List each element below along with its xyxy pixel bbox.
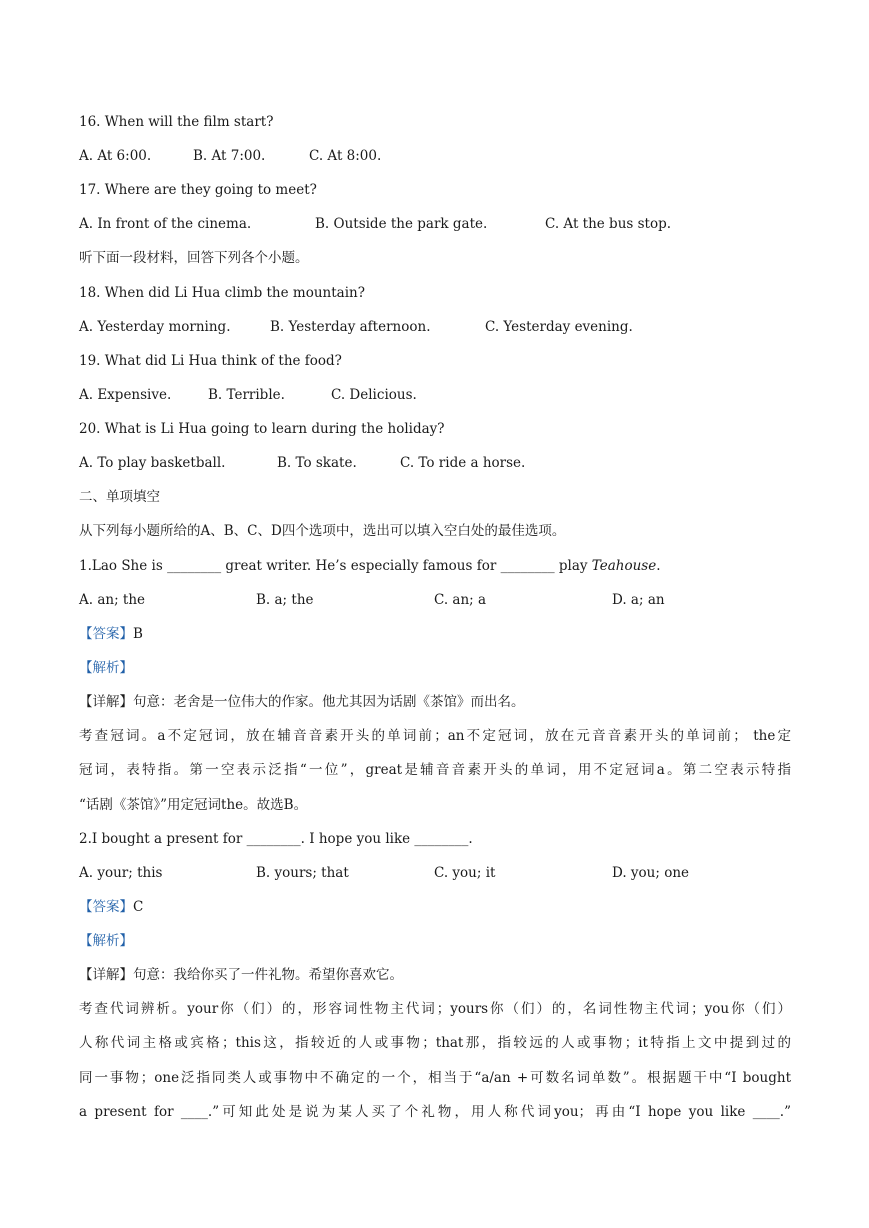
option-a: A. To play basketball. bbox=[79, 455, 226, 471]
detail-tag: 【详解】 bbox=[79, 694, 133, 710]
answer-tag: 【答案】 bbox=[79, 626, 133, 642]
question-19: 19. What did Li Hua think of the food? bbox=[79, 353, 342, 369]
option-d: D. a; an bbox=[612, 592, 665, 608]
option-a: A. your; this bbox=[79, 865, 163, 881]
question-1-answer bbox=[79, 624, 143, 644]
question-2-explain-line: 人称代词主格或宾格；this这，指较近的人或事物；that那，指较远的人或事物；it特指上文中提到过的 bbox=[79, 1035, 791, 1051]
question-2-explain-line: a present for ____.”可知此处是说为某人买了个礼物，用人称代词you；再由“I hope you like ____.” bbox=[79, 1104, 791, 1120]
question-18: 18. When did Li Hua climb the mountain? bbox=[79, 285, 365, 301]
option-a: A. Yesterday morning. bbox=[79, 319, 231, 335]
option-b: B. Outside the park gate. bbox=[315, 216, 488, 232]
option-c: C. Yesterday evening. bbox=[485, 319, 633, 335]
question-16: 16. When will the film start? bbox=[79, 114, 274, 130]
analysis-tag: 【解析】 bbox=[79, 933, 133, 949]
question-1-stem-text: 1.Lao She is ________ great writer. He’s especially famous for ________ play bbox=[79, 558, 592, 574]
question-18-options bbox=[79, 317, 633, 337]
option-c: C. Delicious. bbox=[331, 387, 417, 403]
option-b: B. Terrible. bbox=[208, 387, 285, 403]
answer-value: B bbox=[133, 626, 143, 642]
question-1-detail bbox=[79, 692, 525, 712]
detail-text: 句意：我给你买了一件礼物。希望你喜欢它。 bbox=[133, 967, 403, 983]
question-1-explain-line: “话剧《茶馆》”用定冠词the。故选B。 bbox=[79, 797, 308, 813]
question-2-explain-line: 同一事物；one泛指同类人或事物中不确定的一个，相当于“a/an +可数名词单数”。根据题干中“I bought bbox=[79, 1070, 791, 1086]
option-b: B. a; the bbox=[256, 592, 314, 608]
question-20-options bbox=[79, 453, 525, 473]
option-a: A. an; the bbox=[79, 592, 146, 608]
option-c: C. At 8:00. bbox=[309, 148, 382, 164]
question-1-options bbox=[79, 590, 665, 610]
detail-text: 句意：老舍是一位伟大的作家。他尤其因为话剧《茶馆》而出名。 bbox=[133, 694, 525, 710]
question-1-explain-line: 冠词，表特指。第一空表示泛指“一位”，great是辅音音素开头的单词，用不定冠词a。第二空表示特指 bbox=[79, 762, 791, 778]
question-2-analysis bbox=[79, 931, 133, 951]
question-1-stem bbox=[79, 556, 661, 576]
option-d: D. you; one bbox=[612, 865, 690, 881]
question-16-options bbox=[79, 146, 381, 166]
option-a: A. In front of the cinema. bbox=[79, 216, 252, 232]
question-19-options bbox=[79, 385, 417, 405]
option-b: B. yours; that bbox=[256, 865, 349, 881]
option-c: C. To ride a horse. bbox=[400, 455, 526, 471]
listening-instruction: 听下面一段材料，回答下列各个小题。 bbox=[79, 250, 309, 266]
question-2-detail bbox=[79, 965, 403, 985]
question-1-analysis bbox=[79, 658, 133, 678]
option-b: B. To skate. bbox=[277, 455, 357, 471]
option-b: B. Yesterday afternoon. bbox=[270, 319, 431, 335]
question-17: 17. Where are they going to meet? bbox=[79, 182, 317, 198]
question-2-explain-line: 考查代词辨析。your你（们）的，形容词性物主代词；yours你（们）的，名词性物主代词；you你（们） bbox=[79, 1001, 791, 1017]
question-20: 20. What is Li Hua going to learn during the holiday? bbox=[79, 421, 445, 437]
section-title: 二、单项填空 bbox=[79, 489, 160, 505]
question-2-answer bbox=[79, 897, 143, 917]
option-c: C. At the bus stop. bbox=[545, 216, 672, 232]
detail-tag: 【详解】 bbox=[79, 967, 133, 983]
question-17-options bbox=[79, 214, 671, 234]
option-b: B. At 7:00. bbox=[193, 148, 266, 164]
answer-value: C bbox=[133, 899, 144, 915]
option-c: C. an; a bbox=[434, 592, 487, 608]
question-2-options bbox=[79, 863, 689, 883]
analysis-tag: 【解析】 bbox=[79, 660, 133, 676]
question-1-play-title: Teahouse bbox=[591, 558, 657, 574]
question-1-explain-line: 考查冠词。a不定冠词，放在辅音音素开头的单词前；an不定冠词，放在元音音素开头的单词前； the定 bbox=[79, 728, 791, 744]
answer-tag: 【答案】 bbox=[79, 899, 133, 915]
question-2-stem: 2.I bought a present for ________. I hope you like ________. bbox=[79, 831, 473, 847]
option-a: A. At 6:00. bbox=[79, 148, 152, 164]
option-a: A. Expensive. bbox=[79, 387, 172, 403]
section-instruction: 从下列每小题所给的A、B、C、D四个选项中，选出可以填入空白处的最佳选项。 bbox=[79, 523, 566, 539]
question-1-stem-end: . bbox=[656, 558, 661, 574]
option-c: C. you; it bbox=[434, 865, 496, 881]
